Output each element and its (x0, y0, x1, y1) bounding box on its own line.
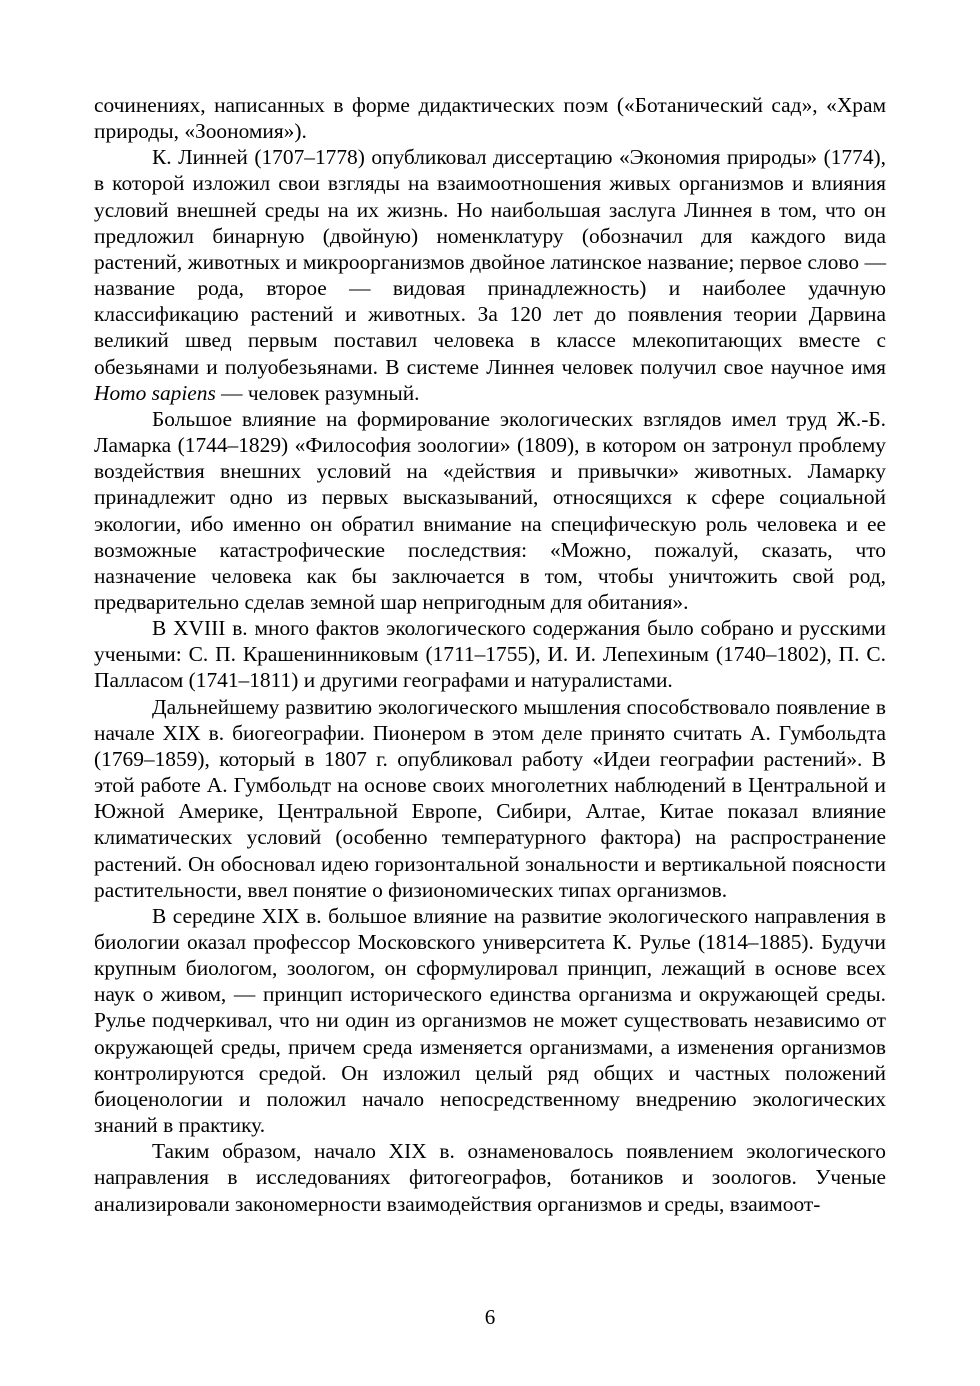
page-number: 6 (484, 1305, 496, 1329)
paragraph-linnaeus-tail: — человек разумный. (215, 380, 420, 405)
paragraph-humboldt: Дальнейшему развитию экологического мышления способствовало появление в начале XIX в. биогеографии. Пионером в этом деле принято считать А. Гумбольдта (1769–1859), который в 1807 г. опубликовал работу «Идеи географии растений». В этой работе А. Гумбольдт на основе своих многолетних наблюдений в Центральной и Южной Америке, Центральной Европе, Сибири, Алтае, Китае показал влияние климатических условий (особенно температурного фактора) на распространение растений. Он обосновал идею горизонтальной зональности и вертикальной поясности растительности, ввел понятие о физиономических типах организмов. (94, 694, 886, 902)
paragraph-conclusion: Таким образом, начало XIX в. ознаменовалось появлением экологического направления в исследованиях фитогеографов, ботаников и зоологов. Ученые анализировали закономерности взаимодействия организмов и среды, взаимоот- (94, 1139, 886, 1216)
page-text-body (94, 92, 886, 1217)
paragraph-linnaeus (94, 144, 886, 406)
paragraph-russian-scientists: В XVIII в. много фактов экологического содержания было собрано и русскими учеными: С. П. Крашенинниковым (1711–1755), И. И. Лепехиным (1740–1802), П. С. Палласом (1741–1811) и другими географами и натуралистами. (94, 616, 886, 693)
paragraph-lamarck: Большое влияние на формирование экологических взглядов имел труд Ж.-Б. Ламарка (1744–1829) «Философия зоологии» (1809), в котором он затронул проблему воздействия внешних условий на «действия и привычки» животных. Ламарку принадлежит одно из первых высказываний, относящихся к сфере социальной экологии, ибо именно он обратил внимание на специфическую роль человека и ее возможные катастрофические последствия: «Можно, пожалуй, сказать, что назначение человека как бы заключается в том, чтобы уничтожить свой род, предварительно сделав земной шар непригодным для обитания». (94, 406, 886, 614)
paragraph-continuation: сочинениях, написанных в форме дидактических поэм («Ботанический сад», «Храм природы, «Зоономия»). (94, 93, 886, 144)
paragraph-roulier: В середине XIX в. большое влияние на развитие экологического направления в биологии оказал профессор Московского университета К. Рулье (1814–1885). Будучи крупным биологом, зоологом, он сформулировал принцип, лежащий в основе всех наук о живом, — принцип исторического единства организма и окружающей среды. Рулье подчеркивал, что ни один из организмов не может существовать независимо от окружающей среды, причем среда изменяется организмами, а изменения организмов контролируются средой. Он изложил целый ряд общих и частных положений биоценологии и положил начало непосредственному внедрению экологических знаний в практику. (94, 903, 886, 1138)
paragraph-linnaeus-text: К. Линней (1707–1778) опубликовал диссертацию «Экономия природы» (1774), в которой изложил свои взгляды на взаимоотношения живых организмов и влияния условий внешней среды на их жизнь. Но наибольшая заслуга Линнея в том, что он предложил бинарную (двойную) номенклатуру (обозначил для каждого вида растений, животных и микроорганизмов двойное латинское название; первое слово — название рода, второе — видовая принадлежность) и наиболее удачную классификацию растений и животных. За 120 лет до появления теории Дарвина великий швед первым поставил человека в классе млекопитающих вместе с обезьянами и полуобезьянами. В системе Линнея человек получил свое научное имя (94, 145, 886, 379)
species-name-italic: Homo sapiens (94, 380, 216, 405)
